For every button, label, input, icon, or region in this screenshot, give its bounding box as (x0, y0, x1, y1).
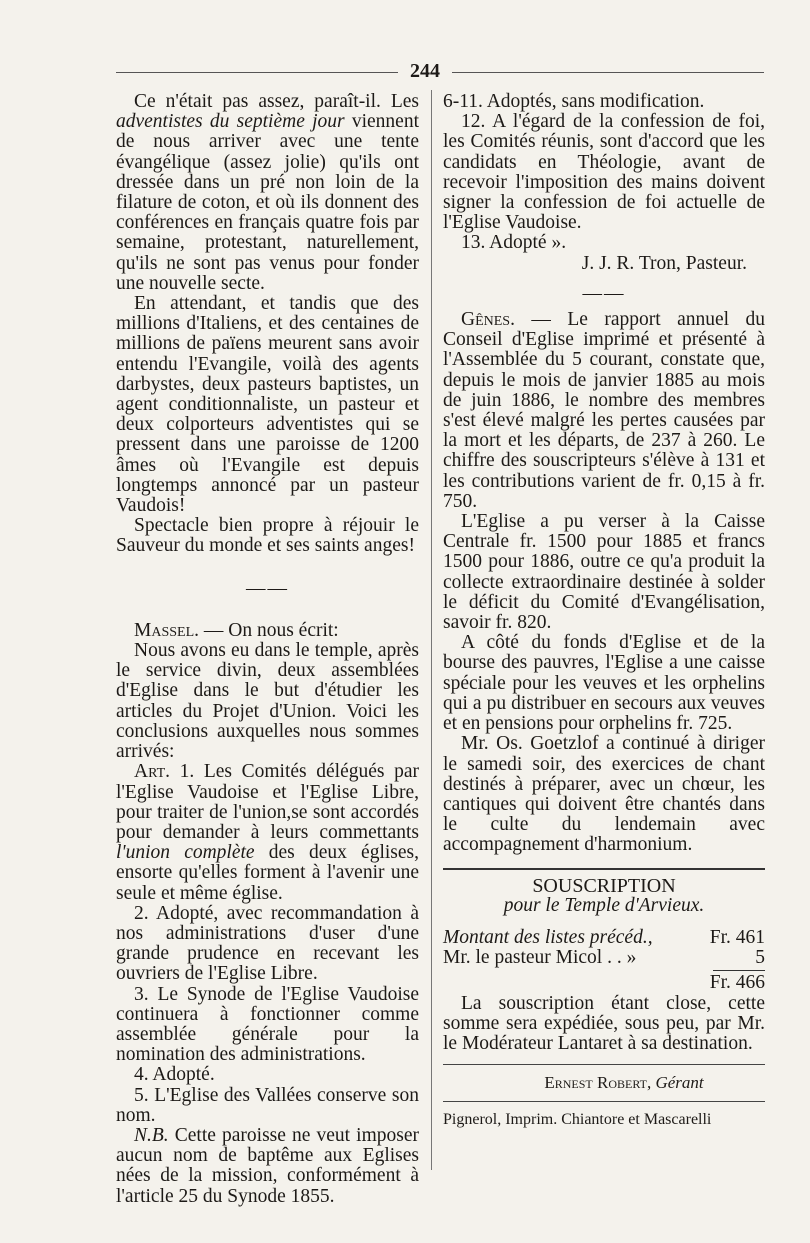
paragraph-caisse: L'Eglise a pu verser à la Caisse Centrale fr. 1500 pour 1885 et francs 1500 pour 1886, outre ce qu'a produit la collecte extraordinaire destinée à solder le déficit du Comité d'Evangélisation, savoir fr. 820. (443, 511, 765, 634)
souscription-row-1: Montant des listes précéd., Fr. 461 (443, 926, 765, 948)
article-3: 3. Le Synode de l'Eglise Vaudoise continuera à fonctionner comme assemblée générale pour la nomination des administrations. (116, 983, 419, 1066)
rule-before-imprint (443, 1101, 765, 1102)
imprint-line: Pignerol, Imprim. Chiantore et Mascarelli (443, 1111, 712, 1129)
souscription-total: Fr. 466 (709, 972, 765, 994)
article-2: 2. Adopté, avec recommandation à nos administrations d'user d'une grande prudence en recevant les ouvriers de l'Eglise Libre. (116, 902, 419, 985)
paragraph-en-attendant: En attendant, et tandis que des millions d'Italiens, et des centaines de millions de païens meurent sans avoir entendu l'Evangile, voilà des agents darbystes, deux pasteurs baptistes, un agent conditionnaliste, un pasteur et deux colporteurs adventistes qui se pressent dans une paroisse de 1200 âmes où l'Evangile est depuis longtemps annoncé par un pasteur Vaudois! (116, 293, 419, 517)
column-divider (431, 90, 432, 1170)
header-rule-right (452, 72, 764, 73)
paragraph-fonds: A côté du fonds d'Eglise et de la bourse des pauvres, l'Eglise a une caisse spéciale pour les veuves et les orphelins qui a pu distribuer en secours aux veuves et en pensions pour orphelins fr. 725. (443, 632, 765, 735)
article-6-11: 6-11. Adoptés, sans modification. (443, 91, 705, 112)
right-column (443, 92, 765, 1131)
nota-bene: N.B. Cette paroisse ne veut imposer aucun nom de baptême aux Eglises nées de la mission, conformément à l'article 25 du Synode 1855. (116, 1124, 419, 1207)
section-separator: —— (246, 577, 289, 599)
section-separator-right: —— (582, 282, 626, 304)
article-13: 13. Adopté ». (461, 232, 567, 254)
left-column (116, 92, 419, 1207)
rule-before-gerant (443, 1064, 765, 1065)
paragraph-adventistes: Ce n'était pas assez, paraît-il. Les adventistes du septième jour viennent de nous arriver avec une tente évangélique (assez jolie) qu'ils ont dressée dans un pré non loin de la filature de coton, et où ils donnent des conférences en français quatre fois par semaine, protestant, naturellement, qu'ils ne sont pas venus pour fonder une nouvelle secte. (116, 91, 419, 294)
paragraph-assemblees: Nous avons eu dans le temple, après le service divin, deux assemblées d'Eglise dans le but d'étudier les articles du Projet d'Union. Voici les conclusions auxquelles nous sommes arrivés: (116, 640, 419, 763)
article-5: 5. L'Eglise des Vallées conserve son nom. (116, 1084, 419, 1126)
article-4: 4. Adopté. (134, 1064, 215, 1086)
paragraph-spectacle: Spectacle bien propre à réjouir le Sauveur du monde et ses saints anges! (116, 515, 419, 557)
massel-heading: Massel. — On nous écrit: (134, 619, 339, 641)
closing-paragraph: La souscription étant close, cette somme sera expédiée, sous peu, par Mr. le Modérateur Lantaret à sa destination. (443, 992, 765, 1054)
article-12: 12. A l'égard de la confession de foi, les Comités réunis, sont d'accord que les candidats en Théologie, avant de recevoir l'imposition des mains doivent signer la confession de foi actuelle de l'Eglise Vaudoise. (443, 111, 765, 234)
genes-paragraph: Gênes. — Le rapport annuel du Conseil d'Eglise imprimé et présenté à l'Assemblée du 5 courant, constate que, depuis le mois de janvier 1885 au mois de juin 1886, le nombre des membres s'est élevé malgré les pertes causées par la mort et les départs, de 237 à 260. Le chiffre des souscripteurs s'élève à 131 et les contributions varient de fr. 0,15 à fr. 750. (443, 309, 765, 512)
souscription-title: SOUSCRIPTION (532, 874, 676, 897)
paragraph-goetzlof: Mr. Os. Goetzlof a continué à diriger le samedi soir, des exercices de chant destinés à préparer, avec un chœur, les cantiques qui doivent être chantés dans le culte du lendemain avec accompagnement d'harmonium. (443, 733, 765, 856)
gerant-line: Ernest Robert, Gérant (544, 1073, 704, 1093)
souscription-subtitle: pour le Temple d'Arvieux. (503, 894, 705, 916)
article-1: Art. 1. Les Comités délégués par l'Eglise Vaudoise et l'Eglise Libre, pour traiter de l'union,se sont accordés pour demander à leurs commettants l'union complète des deux églises, ensorte qu'elles forment à l'avenir une seule et même église. (116, 761, 419, 904)
signature-tron: J. J. R. Tron, Pasteur. (581, 252, 747, 274)
total-rule (713, 970, 765, 971)
rule-before-souscription (443, 868, 765, 870)
souscription-row-2: Mr. le pasteur Micol . . » 5 (443, 947, 765, 969)
page-number: 244 (410, 60, 440, 82)
header-rule-left (116, 72, 398, 73)
